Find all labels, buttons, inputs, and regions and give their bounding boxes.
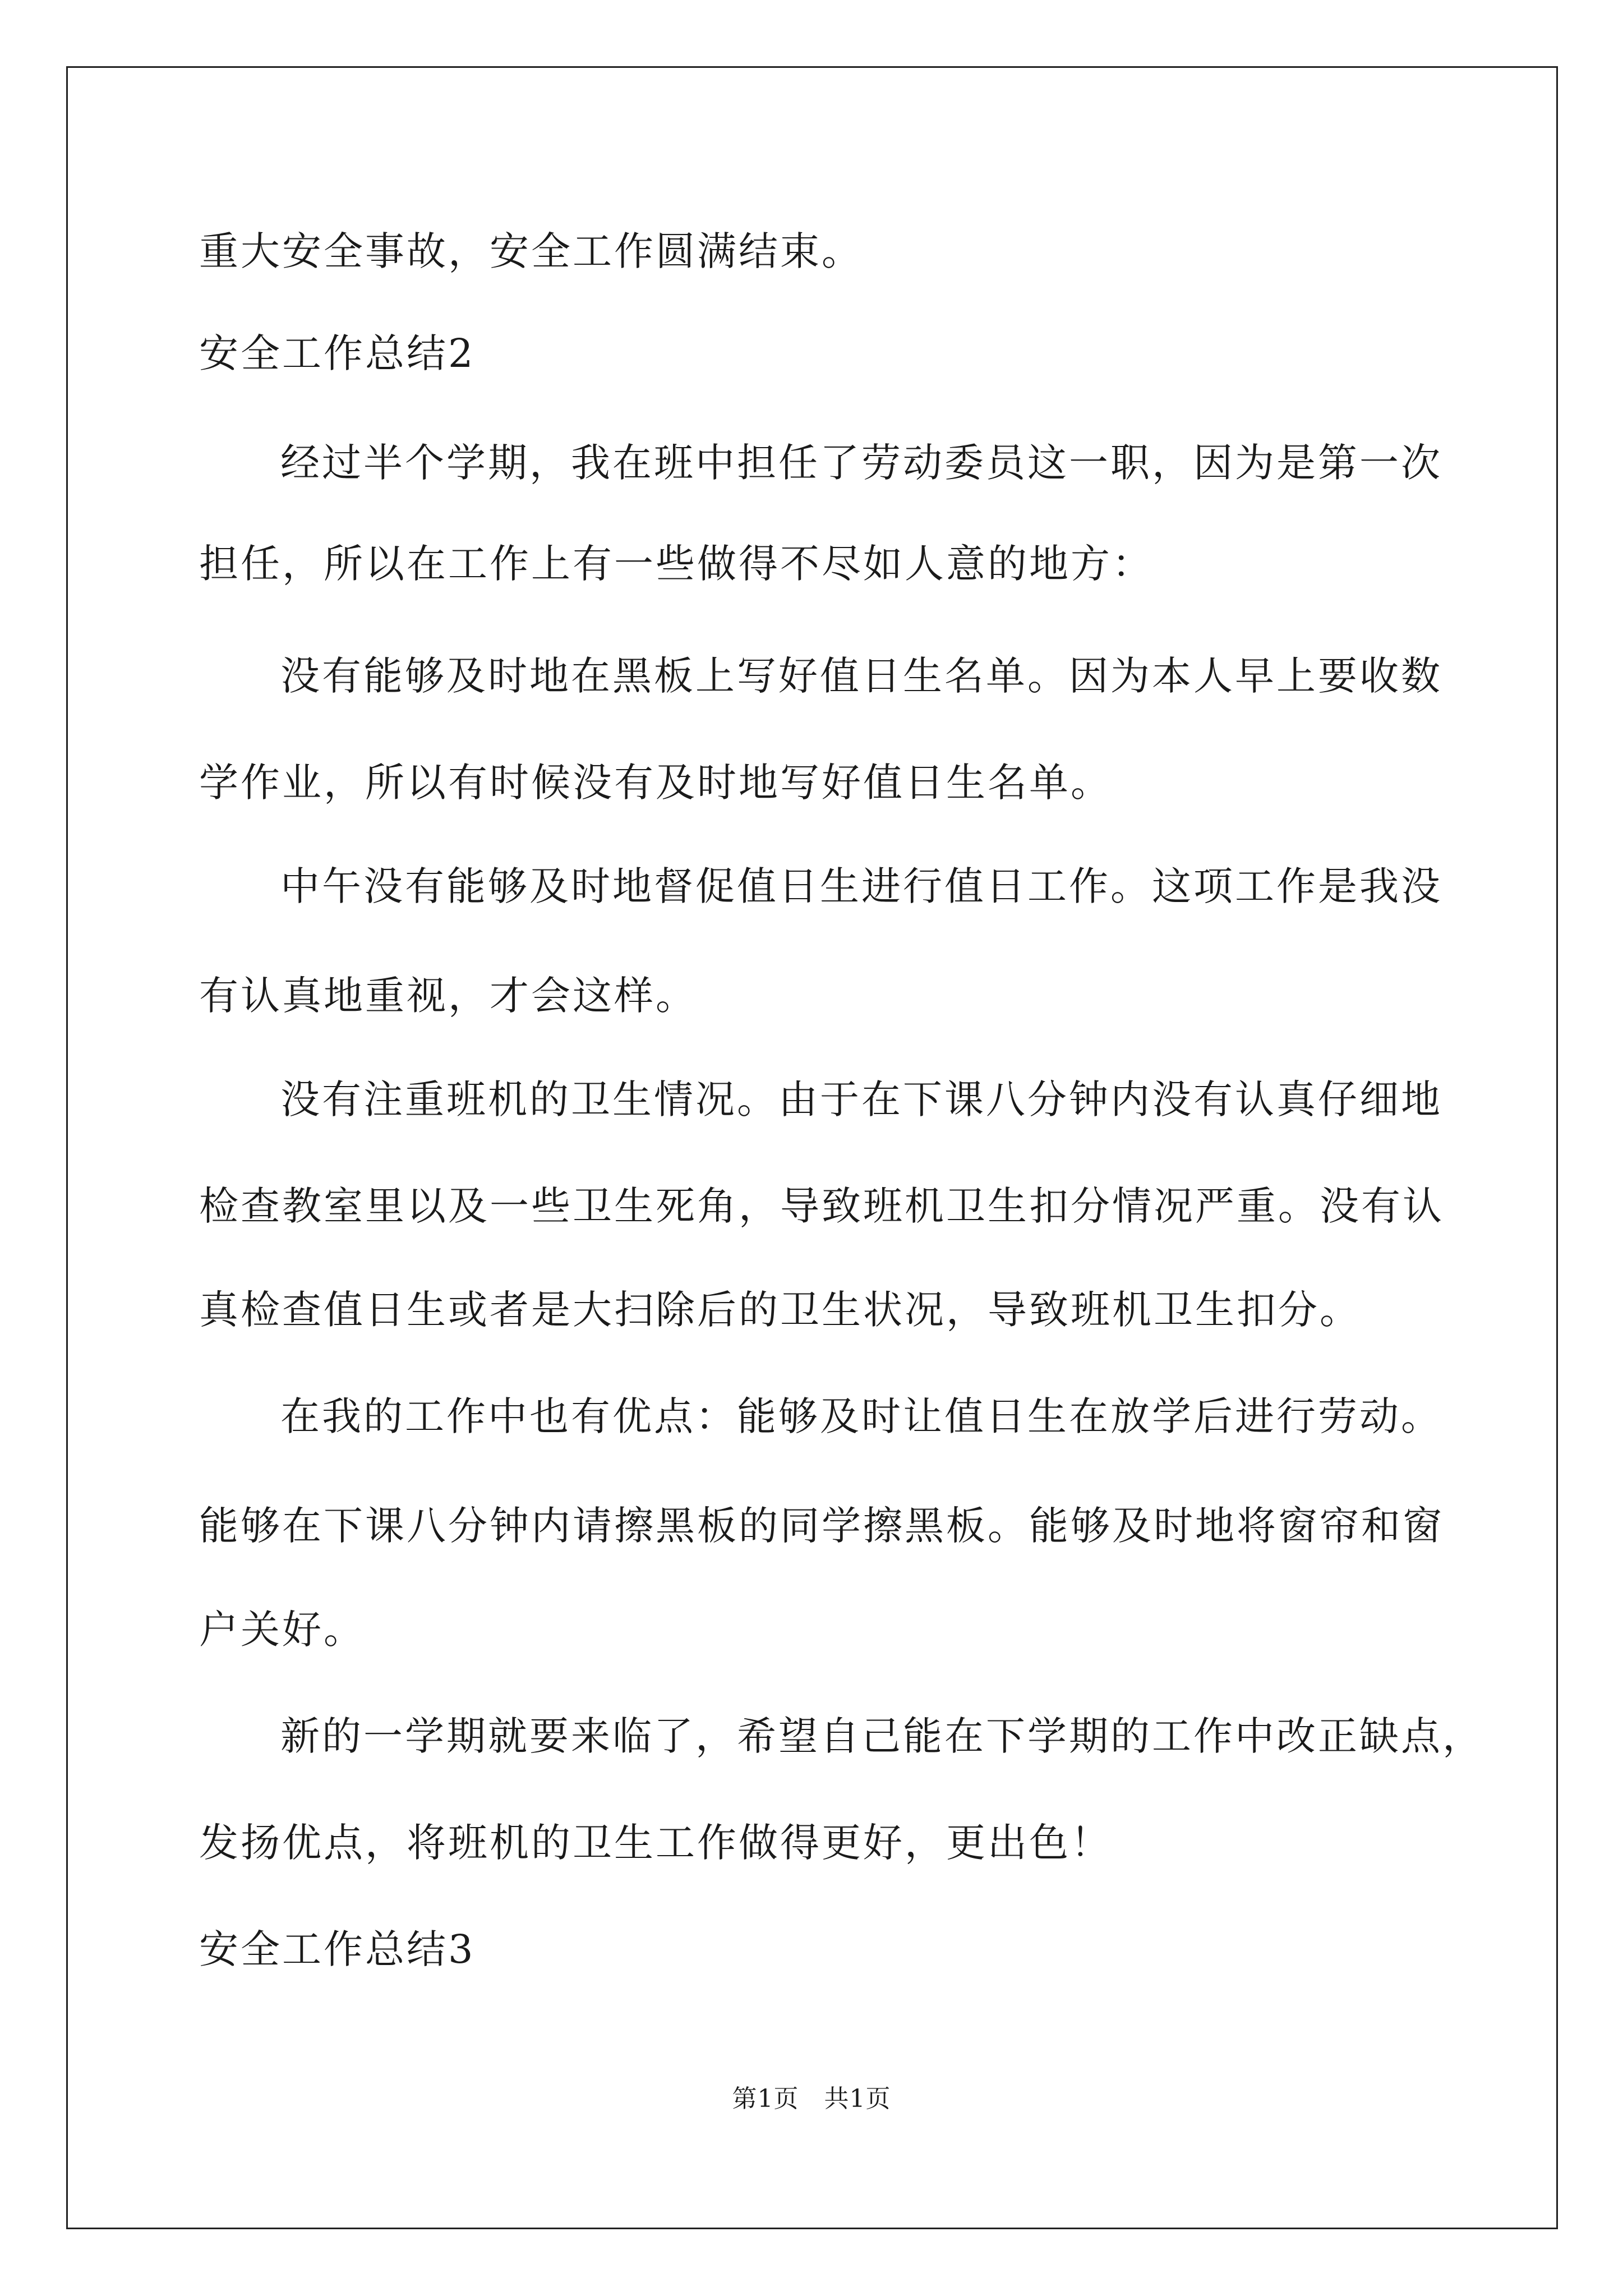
paragraph-line: 真检查值日生或者是大扫除后的卫生状况，导致班机卫生扣分。: [199, 1287, 1361, 1333]
paragraph-line: 没有注重班机的卫生情况。由于在下课八分钟内没有认真仔细地: [280, 1076, 1442, 1122]
paragraph-line: 经过半个学期，我在班中担任了劳动委员这一职，因为是第一次: [280, 440, 1442, 486]
paragraph-line: 中午没有能够及时地督促值日生进行值日工作。这项工作是我没: [280, 863, 1442, 909]
paragraph-line: 有认真地重视，才会这样。: [199, 973, 697, 1019]
paragraph-line: 能够在下课八分钟内请擦黑板的同学擦黑板。能够及时地将窗帘和窗: [199, 1503, 1444, 1549]
paragraph-line: 新的一学期就要来临了，希望自己能在下学期的工作中改正缺点，: [280, 1713, 1484, 1759]
page-number-footer: 第1页 共1页: [732, 2085, 891, 2113]
paragraph-line: 没有能够及时地在黑板上写好值日生名单。因为本人早上要收数: [280, 653, 1442, 699]
section-heading: 安全工作总结2: [199, 330, 476, 376]
paragraph-line: 检查教室里以及一些卫生死角，导致班机卫生扣分情况严重。没有认: [199, 1183, 1444, 1229]
paragraph-line: 学作业，所以有时候没有及时地写好值日生名单。: [199, 760, 1112, 806]
section-heading: 安全工作总结3: [199, 1926, 476, 1972]
paragraph-line: 户关好。: [199, 1607, 365, 1653]
paragraph-line: 担任，所以在工作上有一些做得不尽如人意的地方：: [199, 541, 1154, 587]
page-frame: [66, 66, 1558, 2229]
paragraph-line: 在我的工作中也有优点：能够及时让值日生在放学后进行劳动。: [280, 1393, 1442, 1439]
paragraph-line: 发扬优点，将班机的卫生工作做得更好，更出色！: [199, 1820, 1112, 1866]
paragraph-line: 重大安全事故，安全工作圆满结束。: [199, 228, 863, 274]
